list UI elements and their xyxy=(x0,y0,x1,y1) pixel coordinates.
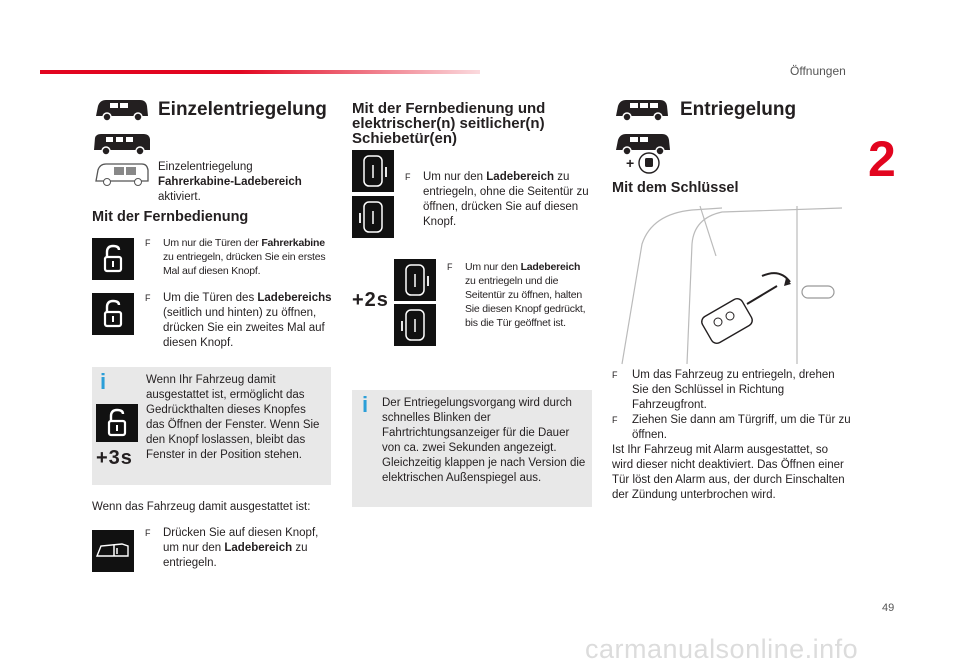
info-icon: i xyxy=(362,392,369,417)
col2-info-box xyxy=(352,390,592,507)
watermark: carmanualsonline.info xyxy=(585,634,859,664)
bullet-glyph: F xyxy=(612,415,618,425)
col2-bullet2-bold: Ladebereich xyxy=(520,261,581,273)
col2-bullet1-pre: Um nur den xyxy=(423,171,487,183)
col3-key-title: Mit dem Schlüssel xyxy=(612,180,739,196)
info-icon: i xyxy=(100,369,107,394)
col2-info-text: Der Entriegelungsvorgang wird durch schnelles Blinken der Fahrtrichtungsanzeiger für die Dauer von ca. zwei Sekunden angezeigt. Gleichzeitig klappen je nach Version die elektrischen Außenspiegel aus. xyxy=(382,397,586,484)
section-name: Öffnungen xyxy=(790,64,846,78)
bullet-glyph: F xyxy=(612,370,618,380)
col3-bullet2-text: Ziehen Sie dann am Türgriff, um die Tür zu öffnen. xyxy=(632,414,851,441)
unlock-button-icon-2 xyxy=(92,293,134,335)
col1-intro xyxy=(158,160,328,205)
padlock-open-icon xyxy=(96,404,138,442)
bullet-glyph: F xyxy=(145,238,151,248)
col2-bullet1-bold: Ladebereich xyxy=(486,171,555,183)
col3-bullet-2 xyxy=(612,413,852,443)
col1-bullet1-bold: Fahrerkabine xyxy=(261,237,325,249)
col1-bullet-3 xyxy=(145,526,335,571)
rear-door-button-icon-3 xyxy=(394,304,436,346)
col1-intro-post: aktiviert. xyxy=(158,191,201,203)
col3-title: Entriegelung xyxy=(680,99,797,120)
col2-bullet-2 xyxy=(447,260,592,330)
col2-title: Mit der Fernbedienung und elektrischer(n) seitlicher(n) Schiebetür(en) xyxy=(352,100,546,147)
key-illustration xyxy=(612,204,852,366)
sliding-door-button-icon-1 xyxy=(352,150,394,192)
col2-bullet2-pre: Um nur den xyxy=(465,261,521,273)
bus-icon xyxy=(92,130,152,158)
alarm-icon xyxy=(626,151,660,177)
col1-intro-bold: Fahrerkabine-Ladebereich xyxy=(158,176,302,188)
display-icon xyxy=(92,161,150,187)
sliding-door-icon xyxy=(394,259,436,301)
col1-bullet2-post: (seitlich und hinten) zu öffnen, drücken Sie ein zweites Mal auf diesen Knopf. xyxy=(163,307,325,349)
col3-bullet-1 xyxy=(612,368,852,413)
chapter-number: 2 xyxy=(868,131,896,187)
col1-bullet1-pre: Um nur die Türen der xyxy=(163,237,262,249)
bullet-glyph: F xyxy=(145,528,151,538)
col1-remote-title-wrap xyxy=(92,209,248,225)
bullet-glyph: F xyxy=(145,293,151,303)
col2-bullet2-post: zu entriegeln und die Seitentür zu öffnen, halten Sie diesen Knopf gedrückt, bis die Tür geöffnet ist. xyxy=(465,275,586,329)
padlock-open-icon xyxy=(92,293,134,335)
col1-equipped-text: Wenn das Fahrzeug damit ausgestattet ist: xyxy=(92,501,311,513)
col3-key-title-wrap xyxy=(612,180,739,196)
van-icon xyxy=(92,96,150,124)
svg-text:+: + xyxy=(626,155,635,171)
sliding-door-button-icon-2 xyxy=(394,259,436,301)
bullet-glyph: F xyxy=(405,172,411,182)
rear-door-icon xyxy=(92,530,134,572)
col1-bullet1-post: zu entriegeln, drücken Sie ein erstes Mal auf diesen Knopf. xyxy=(163,251,326,277)
col1-bullet3-post: zu entriegeln. xyxy=(163,542,308,569)
col2-bullet-1 xyxy=(405,170,590,230)
col1-bullet2-bold: Ladebereichs xyxy=(257,292,332,304)
col1-title-wrap xyxy=(158,99,327,121)
col2-bullet1-post: zu entriegeln, ohne die Seitentür zu öffnen, drücken Sie auf diesen Knopf. xyxy=(423,171,589,228)
col1-title: Einzelentriegelung xyxy=(158,99,327,120)
col1-info-box xyxy=(92,367,331,485)
col1-remote-title: Mit der Fernbedienung xyxy=(92,209,249,225)
col2-title-wrap xyxy=(352,101,582,146)
col1-bullet2-pre: Um die Türen des xyxy=(163,292,258,304)
col1-intro-pre: Einzelentriegelung xyxy=(158,161,253,173)
header-accent-bar xyxy=(40,70,480,74)
rear-door-icon xyxy=(394,304,436,346)
col1-info-text: Wenn Ihr Fahrzeug damit ausgestattet ist, ermöglicht das Gedrückthalten dieses Knopfes das Öffnen der Fenster. Wenn Sie den Knopf loslassen, bleibt das Fenster in der Position stehen. xyxy=(146,374,320,461)
padlock-open-icon xyxy=(92,238,134,280)
col3-alarm-text: Ist Ihr Fahrzeug mit Alarm ausgestattet, so wird dieser nicht deaktiviert. Das Öffnen einer Tür löst den Alarm aus, der durch Einschalten der Zündung unterbrochen wird. xyxy=(612,444,845,501)
col1-bullet3-bold: Ladebereich xyxy=(224,542,293,554)
bullet-glyph: F xyxy=(447,262,453,272)
hold-3s-label: +3s xyxy=(96,447,133,469)
col1-bullet-2 xyxy=(145,291,335,351)
unlock-button-icon-1 xyxy=(92,238,134,280)
van-icon xyxy=(612,96,670,124)
rear-door-icon xyxy=(352,196,394,238)
rear-door-button-icon-2 xyxy=(352,196,394,238)
hold-2s-label: +2s xyxy=(352,289,389,311)
col3-bullet1-text: Um das Fahrzeug zu entriegeln, drehen Sie den Schlüssel in Richtung Fahrzeugfront. xyxy=(632,369,835,411)
col1-bullet3-pre: Drücken Sie auf diesen Knopf, um nur den xyxy=(163,527,319,554)
sliding-door-icon xyxy=(352,150,394,192)
rear-door-button-icon xyxy=(92,530,134,572)
page-number: 49 xyxy=(882,602,895,614)
unlock-button-icon-3 xyxy=(96,404,138,442)
col1-bullet-1 xyxy=(145,236,330,278)
col3-title-wrap xyxy=(680,99,796,121)
